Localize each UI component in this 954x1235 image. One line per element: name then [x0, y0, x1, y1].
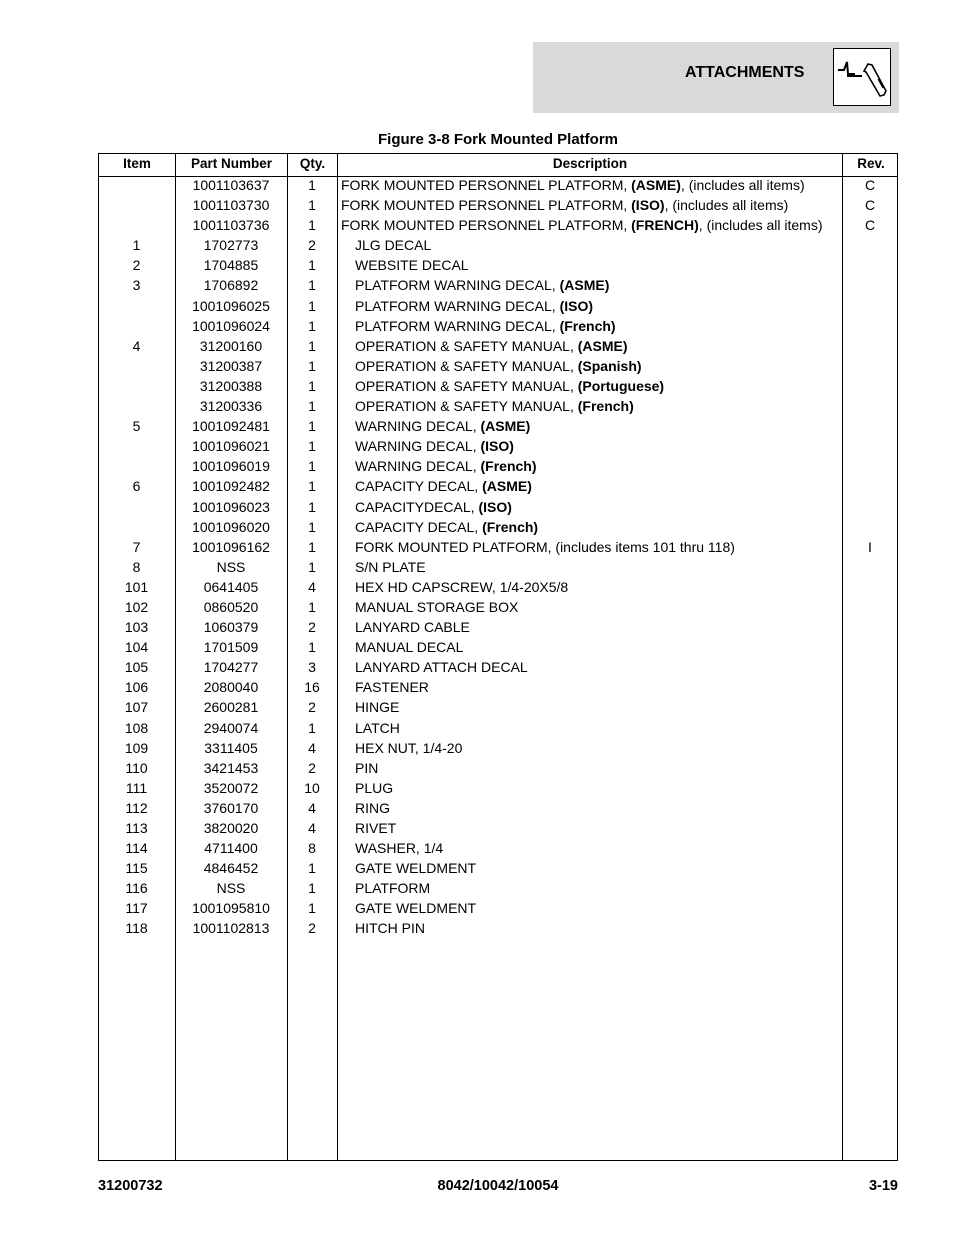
table-row	[98, 235, 898, 255]
part-number-cell: 2940074	[203, 719, 259, 736]
table-row	[98, 898, 898, 918]
table-row	[98, 878, 898, 898]
description-cell	[355, 235, 855, 255]
description-variant: (French)	[577, 398, 634, 415]
column-header-part-number: Part Number	[190, 156, 273, 171]
description-cell	[355, 657, 855, 677]
description-variant: (ASME)	[559, 277, 610, 294]
part-number-cell: 1001096025	[192, 297, 270, 314]
table-row	[98, 476, 898, 496]
description-cell	[355, 637, 855, 657]
table-row	[98, 215, 898, 235]
item-cell: 6	[132, 478, 141, 495]
description-cell	[355, 818, 855, 838]
qty-cell: 1	[308, 558, 316, 575]
table-row	[98, 456, 898, 476]
qty-cell: 1	[308, 277, 316, 294]
qty-cell: 1	[308, 297, 316, 314]
description-cell	[355, 898, 855, 918]
part-number-cell: 0860520	[203, 598, 259, 615]
description-variant: (ASME)	[480, 418, 531, 435]
qty-cell: 1	[308, 177, 316, 193]
description-cell	[355, 718, 855, 738]
description-text: GATE WELDMENT	[355, 860, 477, 877]
qty-cell: 1	[308, 377, 316, 394]
description-cell	[355, 798, 855, 818]
description-cell	[355, 758, 855, 778]
description-text: WARNING DECAL,	[355, 458, 481, 475]
description-text: RIVET	[355, 820, 397, 836]
table-row	[98, 718, 898, 738]
description-variant: (ASME)	[631, 177, 681, 193]
part-number-cell: 1001102813	[192, 920, 270, 937]
item-cell: 5	[132, 418, 141, 435]
table-row	[98, 697, 898, 717]
qty-cell: 1	[308, 317, 316, 334]
table-row	[98, 356, 898, 376]
parts-table-body	[98, 175, 898, 939]
table-row	[98, 677, 898, 697]
description-note: , (includes all items)	[698, 217, 823, 234]
description-cell	[355, 858, 855, 878]
description-variant: (ISO)	[480, 438, 514, 455]
description-text: GATE WELDMENT	[355, 900, 477, 917]
description-text: HITCH PIN	[355, 920, 425, 937]
table-row	[98, 778, 898, 798]
description-cell	[355, 557, 855, 577]
part-number-cell: 3520072	[203, 779, 259, 796]
part-number-cell: 31200160	[199, 337, 263, 354]
qty-cell: 1	[308, 719, 316, 736]
part-number-cell: 1001103637	[192, 177, 270, 193]
part-number-cell: 1001096019	[192, 458, 270, 475]
table-row	[98, 858, 898, 878]
description-cell	[355, 416, 855, 436]
item-cell: 113	[125, 820, 148, 836]
description-cell	[355, 497, 855, 517]
part-number-cell: 0641405	[203, 578, 259, 595]
table-row	[98, 296, 898, 316]
table-row	[98, 537, 898, 557]
part-number-cell: 1001095810	[192, 900, 270, 917]
description-cell	[355, 617, 855, 637]
column-header-rev: Rev.	[857, 156, 885, 171]
qty-cell: 4	[308, 739, 316, 756]
description-note: , (includes all items)	[680, 177, 805, 193]
description-text: WARNING DECAL,	[355, 438, 481, 455]
description-text: RING	[355, 799, 390, 816]
description-text: FORK MOUNTED PERSONNEL PLATFORM,	[341, 177, 632, 193]
qty-cell: 1	[308, 197, 316, 214]
table-row	[98, 416, 898, 436]
description-variant: (Portuguese)	[577, 377, 665, 394]
qty-cell: 2	[308, 237, 316, 254]
part-number-cell: 1706892	[203, 277, 259, 294]
description-variant: (ISO)	[631, 197, 665, 214]
table-row	[98, 255, 898, 275]
description-text: PLATFORM	[355, 880, 431, 897]
table-row	[98, 738, 898, 758]
description-cell	[355, 356, 855, 376]
part-number-cell: 1001103736	[192, 217, 270, 234]
description-cell	[355, 697, 855, 717]
qty-cell: 3	[308, 659, 316, 676]
description-text: PLUG	[355, 779, 394, 796]
description-text: MANUAL DECAL	[355, 639, 464, 656]
part-number-cell: 1701509	[203, 639, 259, 656]
part-number-cell: 3311405	[204, 739, 258, 756]
description-text: LANYARD CABLE	[355, 619, 470, 636]
description-text: OPERATION & SAFETY MANUAL,	[355, 377, 578, 394]
description-cell	[355, 275, 855, 295]
description-variant: (ASME)	[577, 337, 628, 354]
description-cell	[341, 175, 841, 195]
table-row	[98, 497, 898, 517]
footer-page-number: 3-19	[868, 1178, 898, 1194]
description-text: FORK MOUNTED PERSONNEL PLATFORM,	[341, 197, 632, 214]
qty-cell: 8	[308, 840, 316, 857]
part-number-cell: 1702773	[203, 237, 259, 254]
qty-cell: 1	[308, 598, 316, 615]
item-cell: 102	[124, 598, 149, 615]
column-header-description: Description	[552, 156, 628, 171]
qty-cell: 1	[308, 900, 316, 917]
description-text: HINGE	[355, 699, 400, 716]
description-cell	[355, 778, 855, 798]
item-cell: 101	[124, 578, 149, 595]
item-cell: 114	[125, 840, 148, 857]
part-number-cell: NSS	[216, 880, 246, 897]
description-text: OPERATION & SAFETY MANUAL,	[355, 337, 578, 354]
part-number-cell: 31200388	[199, 377, 263, 394]
description-cell	[355, 597, 855, 617]
column-header-qty: Qty.	[299, 156, 326, 171]
qty-cell: 1	[308, 860, 316, 877]
table-row	[98, 396, 898, 416]
description-variant: (French)	[482, 518, 539, 535]
item-cell: 2	[132, 257, 141, 274]
description-cell	[355, 878, 855, 898]
item-cell: 108	[124, 719, 149, 736]
description-cell	[355, 476, 855, 496]
part-number-cell: 1704885	[203, 257, 259, 274]
description-cell	[355, 336, 855, 356]
part-number-cell: 1060379	[203, 619, 259, 636]
part-number-cell: 31200336	[199, 398, 263, 415]
rev-cell: C	[864, 197, 876, 214]
table-row	[98, 316, 898, 336]
part-number-cell: 1704277	[203, 659, 259, 676]
qty-cell: 4	[308, 820, 316, 836]
qty-cell: 1	[308, 639, 316, 656]
rev-cell: C	[864, 177, 876, 193]
description-text: LANYARD ATTACH DECAL	[355, 659, 528, 676]
description-variant: (ISO)	[478, 498, 512, 515]
table-row	[98, 195, 898, 215]
description-cell	[355, 255, 855, 275]
qty-cell: 1	[308, 538, 316, 555]
qty-cell: 2	[308, 920, 316, 937]
column-header-item: Item	[123, 156, 151, 171]
qty-cell: 1	[308, 518, 316, 535]
part-number-cell: 4846452	[203, 860, 259, 877]
description-text: CAPACITY DECAL,	[355, 478, 483, 495]
part-number-cell: 1001096020	[192, 518, 270, 535]
table-row	[98, 637, 898, 657]
qty-cell: 16	[304, 679, 320, 696]
qty-cell: 4	[308, 799, 316, 816]
description-text: JLG DECAL	[355, 237, 432, 254]
part-number-cell: 2600281	[203, 699, 259, 716]
table-row	[98, 376, 898, 396]
description-text: FASTENER	[355, 679, 429, 696]
item-cell: 103	[124, 619, 149, 636]
part-number-cell: 4711400	[204, 840, 258, 857]
description-text: MANUAL STORAGE BOX	[355, 598, 519, 615]
item-cell: 115	[125, 860, 148, 877]
section-title: ATTACHMENTS	[685, 64, 805, 81]
description-cell	[355, 396, 855, 416]
item-cell: 106	[124, 679, 149, 696]
fork-attachment-icon	[833, 48, 891, 106]
item-cell: 111	[125, 779, 148, 796]
description-text: S/N PLATE	[355, 558, 426, 575]
description-text: FORK MOUNTED PERSONNEL PLATFORM,	[341, 217, 632, 234]
qty-cell: 1	[308, 257, 316, 274]
description-text: WASHER, 1/4	[355, 840, 444, 857]
description-variant: (ASME)	[482, 478, 532, 495]
footer-model-numbers: 8042/10042/10054	[437, 1178, 559, 1194]
qty-cell: 2	[308, 699, 316, 716]
table-row	[98, 517, 898, 537]
description-cell	[355, 517, 855, 537]
part-number-cell: 1001103730	[192, 197, 270, 214]
item-cell: 3	[132, 277, 141, 294]
qty-cell: 1	[308, 357, 316, 374]
item-cell: 1	[132, 237, 141, 254]
qty-cell: 1	[308, 458, 316, 475]
item-cell: 107	[124, 699, 149, 716]
description-variant: (FRENCH)	[631, 217, 699, 234]
qty-cell: 1	[308, 498, 316, 515]
table-row	[98, 577, 898, 597]
qty-cell: 1	[308, 398, 316, 415]
qty-cell: 10	[304, 779, 320, 796]
qty-cell: 1	[308, 337, 316, 354]
description-text: WARNING DECAL,	[355, 418, 481, 435]
description-text: PIN	[355, 759, 379, 776]
item-cell: 116	[125, 880, 148, 897]
description-cell	[341, 215, 841, 235]
description-text: HEX NUT, 1/4-20	[355, 739, 463, 756]
part-number-cell: 1001096021	[192, 438, 270, 455]
description-variant: (French)	[480, 458, 537, 475]
item-cell: 104	[124, 639, 149, 656]
table-row	[98, 838, 898, 858]
table-row	[98, 175, 898, 195]
item-cell: 105	[124, 659, 149, 676]
table-row	[98, 657, 898, 677]
description-cell	[355, 918, 855, 938]
description-variant: (Spanish)	[577, 357, 642, 374]
item-cell: 118	[125, 920, 148, 937]
description-text: PLATFORM WARNING DECAL,	[355, 317, 560, 334]
rev-cell: C	[864, 217, 876, 234]
description-cell	[355, 436, 855, 456]
description-text: OPERATION & SAFETY MANUAL,	[355, 357, 578, 374]
qty-cell: 1	[308, 880, 316, 897]
qty-cell: 2	[308, 759, 316, 776]
description-variant: (ISO)	[559, 297, 594, 314]
item-cell: 112	[125, 799, 148, 816]
table-row	[98, 275, 898, 295]
table-row	[98, 617, 898, 637]
part-number-cell: 3421453	[203, 759, 259, 776]
description-cell	[355, 838, 855, 858]
qty-cell: 1	[308, 418, 316, 435]
description-text: PLATFORM WARNING DECAL,	[355, 297, 560, 314]
description-text: FORK MOUNTED PLATFORM, (includes items 101 thru 118)	[355, 538, 735, 555]
item-cell: 4	[132, 337, 141, 354]
table-row	[98, 758, 898, 778]
part-number-cell: 3760170	[203, 799, 259, 816]
description-cell	[355, 677, 855, 697]
item-cell: 109	[124, 739, 149, 756]
part-number-cell: 1001092482	[192, 478, 270, 495]
qty-cell: 1	[308, 478, 316, 495]
qty-cell: 1	[308, 217, 316, 234]
description-text: CAPACITY DECAL,	[355, 518, 483, 535]
description-text: WEBSITE DECAL	[355, 257, 469, 274]
item-cell: 8	[132, 558, 141, 575]
part-number-cell: 2080040	[203, 679, 259, 696]
description-cell	[355, 316, 855, 336]
qty-cell: 4	[308, 578, 316, 595]
table-row	[98, 336, 898, 356]
part-number-cell: NSS	[216, 558, 246, 575]
description-cell	[355, 376, 855, 396]
item-cell: 7	[132, 538, 141, 555]
qty-cell: 2	[308, 619, 316, 636]
description-text: OPERATION & SAFETY MANUAL,	[355, 398, 578, 415]
description-text: LATCH	[355, 719, 400, 736]
description-text: HEX HD CAPSCREW, 1/4-20X5/8	[355, 578, 569, 595]
description-cell	[355, 577, 855, 597]
description-cell	[355, 456, 855, 476]
description-cell	[355, 296, 855, 316]
table-row	[98, 597, 898, 617]
part-number-cell: 31200387	[199, 357, 263, 374]
part-number-cell: 1001092481	[192, 418, 270, 435]
table-row	[98, 557, 898, 577]
description-note: , (includes all items)	[664, 197, 789, 214]
table-row	[98, 798, 898, 818]
footer-manual-number: 31200732	[98, 1178, 163, 1194]
description-cell	[341, 195, 841, 215]
table-row	[98, 436, 898, 456]
part-number-cell: 1001096162	[192, 538, 270, 555]
table-row	[98, 918, 898, 938]
item-cell: 110	[125, 759, 148, 776]
part-number-cell: 1001096023	[192, 498, 270, 515]
description-variant: (French)	[559, 317, 616, 334]
item-cell: 117	[125, 900, 148, 917]
description-text: PLATFORM WARNING DECAL,	[355, 277, 560, 294]
description-cell	[355, 537, 855, 557]
description-cell	[355, 738, 855, 758]
part-number-cell: 3820020	[203, 820, 259, 836]
part-number-cell: 1001096024	[192, 317, 270, 334]
qty-cell: 1	[308, 438, 316, 455]
rev-cell: I	[868, 538, 872, 555]
figure-title: Figure 3-8 Fork Mounted Platform	[377, 131, 618, 148]
description-text: CAPACITYDECAL,	[355, 498, 479, 515]
table-row	[98, 818, 898, 838]
